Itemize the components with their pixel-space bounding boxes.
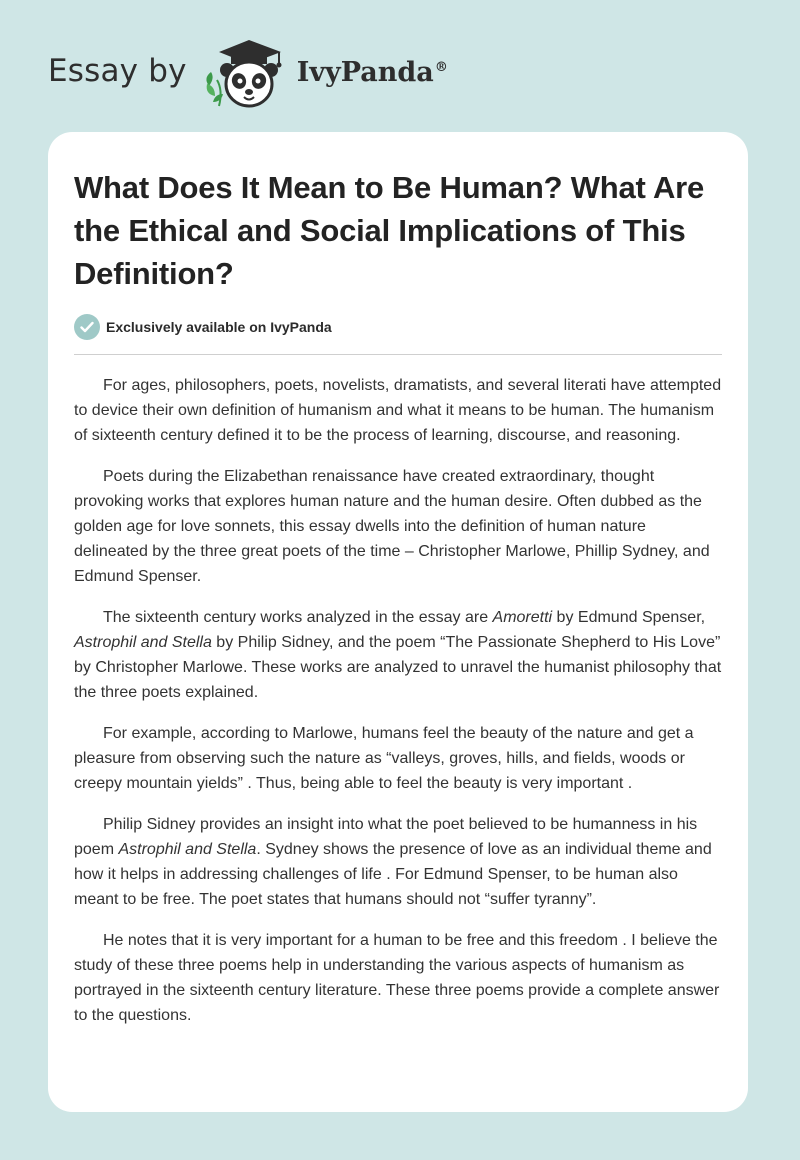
essay-card <box>48 132 748 1112</box>
paragraph-text: Philip Sidney provides an insight into what the poet believed to be humanness in his poem <box>74 816 698 858</box>
registered-mark: ® <box>434 59 448 75</box>
checkmark-icon <box>74 314 100 340</box>
essay-paragraph <box>74 605 722 705</box>
brand-header <box>48 36 448 110</box>
ivypanda-logo-icon[interactable] <box>201 36 293 110</box>
work-title: Astrophil and Stella <box>74 634 212 651</box>
essay-paragraph <box>74 464 722 589</box>
paragraph-text: For example, according to Marlowe, humans feel the beauty of the nature and get a pleasure from observing such the nature as “valleys, groves, hills, and fields, woods or creepy mountain yields” . Thus, being able to feel the beauty is very important . <box>74 725 694 792</box>
brand-prefix: Essay by <box>48 53 187 89</box>
availability-label: Exclusively available on IvyPanda <box>106 319 332 335</box>
availability-note <box>74 314 722 340</box>
paragraph-text: . Sydney shows the presence of love as an individual theme and how it helps in addressing challenges of life . For Edmund Spenser, to be human also meant to be free. The poet states that humans should not “suffer tyranny”. <box>74 841 712 908</box>
paragraph-text: He notes that it is very important for a human to be free and this freedom . I believe the study of these three poems help in understanding the various aspects of humanism as portrayed in the sixteenth century literature. These three poems provide a complete answer to the questions. <box>74 932 720 1024</box>
essay-body <box>74 373 722 1028</box>
essay-title: What Does It Mean to Be Human? What Are the Ethical and Social Implications of This Definition? <box>74 170 705 291</box>
essay-paragraph <box>74 373 722 448</box>
paragraph-text: Poets during the Elizabethan renaissance have created extraordinary, thought provoking works that explores human nature and the human desire. Often dubbed as the golden age for love sonnets, this essay dwells into the definition of human nature delineated by the three great poets of the time – Christopher Marlowe, Phillip Sydney, and Edmund Spenser. <box>74 468 710 585</box>
divider <box>74 354 722 355</box>
paragraph-text: by Edmund Spenser, <box>552 609 706 626</box>
work-title: Astrophil and Stella <box>118 841 257 858</box>
work-title: Amoretti <box>492 609 553 626</box>
brand-name[interactable]: IvyPanda® <box>296 56 448 88</box>
paragraph-text: The sixteenth century works analyzed in the essay are <box>103 609 493 626</box>
essay-paragraph <box>74 928 722 1028</box>
paragraph-text: by Philip Sidney, and the poem “The Passionate Shepherd to His Love” by Christopher Marlowe. These works are analyzed to unravel the humanist philosophy that the three poets explained. <box>74 634 722 701</box>
essay-paragraph <box>74 812 722 912</box>
essay-paragraph <box>74 721 722 796</box>
paragraph-text: For ages, philosophers, poets, novelists, dramatists, and several literati have attempted to device their own definition of humanism and what it means to be human. The humanism of sixteenth century defined it to be the process of learning, discourse, and reasoning. <box>74 377 722 444</box>
